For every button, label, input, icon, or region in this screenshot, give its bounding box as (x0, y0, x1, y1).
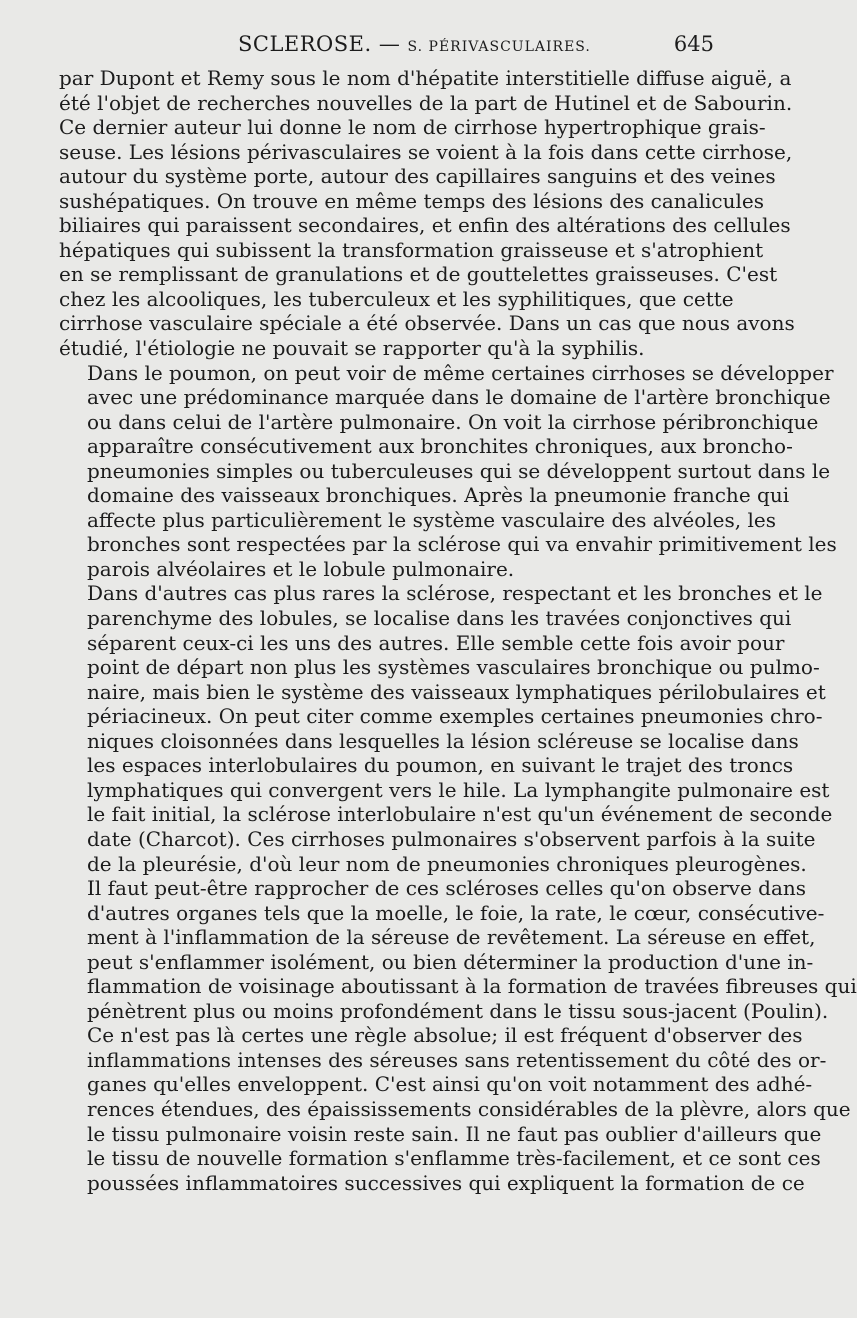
text-line: séparent ceux-ci les uns des autres. Elle semble cette fois avoir pour (87, 630, 785, 655)
text-line: le tissu pulmonaire voisin reste sain. Il ne faut pas oublier d'ailleurs que (87, 1121, 822, 1146)
page-number: 645 (673, 32, 714, 56)
text-line: seuse. Les lésions périvasculaires se voient à la fois dans cette cirrhose, (59, 139, 793, 164)
running-header (60, 32, 714, 60)
text-line: niques cloisonnées dans lesquelles la lésion scléreuse se localise dans (87, 728, 799, 753)
text-line: ganes qu'elles enveloppent. C'est ainsi qu'on voit notamment des adhé- (87, 1072, 813, 1097)
paragraph (59, 581, 833, 876)
text-line: inflammations intenses des séreuses sans retentissement du côté des or- (87, 1047, 827, 1072)
text-line: cirrhose vasculaire spéciale a été observée. Dans un cas que nous avons (59, 311, 795, 336)
text-line: date (Charcot). Ces cirrhoses pulmonaires s'observent parfois à la suite (87, 826, 816, 851)
text-line: autour du système porte, autour des capillaires sanguins et des veines (59, 164, 776, 189)
text-line: ou dans celui de l'artère pulmonaire. On voit la cirrhose péribronchique (87, 409, 819, 434)
text-line: apparaître consécutivement aux bronchites chroniques, aux broncho- (87, 434, 793, 459)
text-line: rences étendues, des épaississements considérables de la plèvre, alors que (87, 1096, 851, 1121)
text-line: pénètrent plus ou moins profondément dans le tissu sous-jacent (Poulin). (87, 998, 829, 1023)
text-line: sushépatiques. On trouve en même temps des lésions des canalicules (59, 188, 764, 213)
text-line: hépatiques qui subissent la transformation graisseuse et s'atrophient (59, 237, 764, 262)
header-title: SCLEROSE. (238, 32, 372, 56)
text-line: naire, mais bien le système des vaisseaux lymphatiques périlobulaires et (87, 679, 826, 704)
text-line: affecte plus particulièrement le système vasculaire des alvéoles, les (87, 507, 776, 532)
text-line: été l'objet de recherches nouvelles de la part de Hutinel et de Sabourin. (59, 90, 793, 115)
text-line: Dans le poumon, on peut voir de même certaines cirrhoses se développer (87, 360, 834, 385)
text-line: ment à l'inflammation de la séreuse de revêtement. La séreuse en effet, (87, 925, 816, 950)
text-line: Dans d'autres cas plus rares la sclérose, respectant et les bronches et le (87, 581, 823, 606)
text-line: biliaires qui paraissent secondaires, et enfin des altérations des cellules (59, 213, 791, 238)
text-line: le fait initial, la sclérose interlobulaire n'est qu'un événement de seconde (87, 802, 833, 827)
text-line: parois alvéolaires et le lobule pulmonaire. (87, 556, 515, 581)
text-line: en se remplissant de granulations et de gouttelettes graisseuses. C'est (59, 262, 778, 287)
text-line: étudié, l'étiologie ne pouvait se rapporter qu'à la syphilis. (59, 336, 645, 361)
header-subtitle: S. PÉRIVASCULAIRES. (407, 39, 591, 55)
text-line: Ce n'est pas là certes une règle absolue; il est fréquent d'observer des (87, 1023, 803, 1048)
body-text (59, 66, 857, 1195)
text-line: d'autres organes tels que la moelle, le foie, la rate, le cœur, consécutive- (87, 900, 825, 925)
text-line: Il faut peut-être rapprocher de ces scléroses celles qu'on observe dans (87, 876, 807, 901)
text-line: Ce dernier auteur lui donne le nom de cirrhose hypertrophique grais- (59, 115, 766, 140)
header-dash: — (378, 32, 401, 56)
text-line: avec une prédominance marquée dans le domaine de l'artère bronchique (87, 385, 831, 410)
text-line: domaine des vaisseaux bronchiques. Après la pneumonie franche qui (87, 483, 790, 508)
text-line: chez les alcooliques, les tuberculeux et les syphilitiques, que cette (59, 286, 734, 311)
text-line: bronches sont respectées par la sclérose qui va envahir primitivement les (87, 532, 837, 557)
text-line: de la pleurésie, d'où leur nom de pneumonies chroniques pleurogènes. (87, 851, 807, 876)
text-line: point de départ non plus les systèmes vasculaires bronchique ou pulmo- (87, 655, 820, 680)
text-line: flammation de voisinage aboutissant à la formation de travées fibreuses qui (87, 974, 857, 999)
paragraph (59, 66, 795, 361)
text-line: périacineux. On peut citer comme exemples certaines pneumonies chro- (87, 704, 823, 729)
text-line: pneumonies simples ou tuberculeuses qui se développent surtout dans le (87, 458, 831, 483)
text-line: parenchyme des lobules, se localise dans les travées conjonctives qui (87, 606, 792, 631)
paragraph (59, 360, 837, 582)
text-line: lymphatiques qui convergent vers le hile. La lymphangite pulmonaire est (87, 777, 830, 802)
text-line: poussées inflammatoires successives qui expliquent la formation de ce (87, 1170, 805, 1195)
text-line: peut s'enflammer isolément, ou bien déterminer la production d'une in- (87, 949, 814, 974)
text-line: les espaces interlobulaires du poumon, en suivant le trajet des troncs (87, 753, 794, 778)
text-line: par Dupont et Remy sous le nom d'hépatite interstitielle diffuse aiguë, a (59, 66, 792, 90)
paragraph (59, 876, 857, 1195)
text-line: le tissu de nouvelle formation s'enflamme très-facilement, et ce sont ces (87, 1146, 821, 1171)
